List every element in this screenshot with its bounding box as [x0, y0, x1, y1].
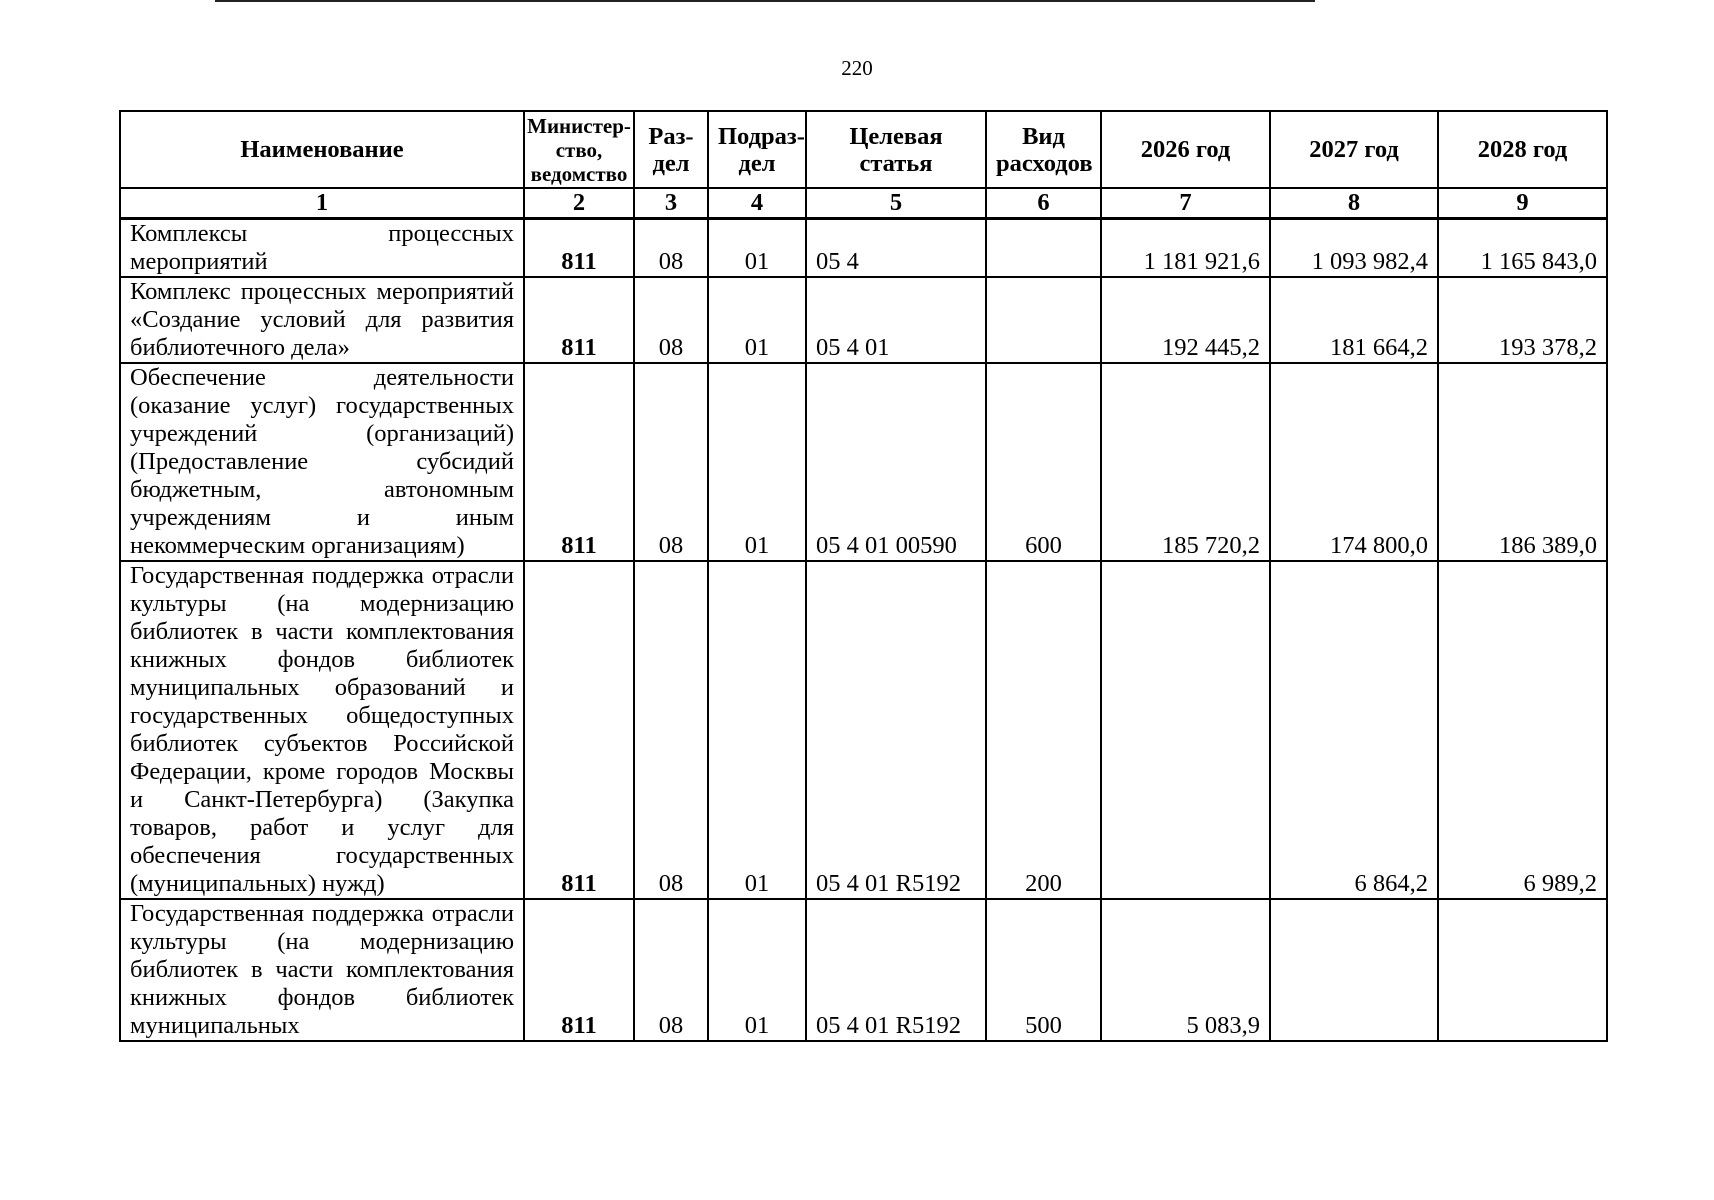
column-number: 9 — [1438, 188, 1607, 219]
row-ministry: 811 — [524, 363, 634, 561]
row-section: 08 — [634, 363, 708, 561]
row-amount-2028: 1 165 843,0 — [1438, 219, 1607, 278]
table-row — [120, 561, 1607, 899]
column-number: 1 — [120, 188, 524, 219]
row-section: 08 — [634, 561, 708, 899]
row-target-article: 05 4 01 R5192 — [806, 561, 986, 899]
row-ministry: 811 — [524, 899, 634, 1041]
row-ministry: 811 — [524, 561, 634, 899]
header-name: Наименование — [120, 111, 524, 188]
header-row — [120, 111, 1607, 188]
column-number: 4 — [708, 188, 806, 219]
row-target-article: 05 4 01 00590 — [806, 363, 986, 561]
row-expense-type: 200 — [986, 561, 1101, 899]
column-number: 8 — [1270, 188, 1438, 219]
row-expense-type — [986, 277, 1101, 363]
row-target-article: 05 4 01 — [806, 277, 986, 363]
row-amount-2028: 6 989,2 — [1438, 561, 1607, 899]
header-year-2027: 2027 год — [1270, 111, 1438, 188]
row-expense-type: 500 — [986, 899, 1101, 1041]
row-expense-type — [986, 219, 1101, 278]
page-number: 220 — [841, 56, 873, 80]
table-row — [120, 219, 1607, 278]
row-amount-2026: 1 181 921,6 — [1101, 219, 1270, 278]
row-amount-2028: 193 378,2 — [1438, 277, 1607, 363]
row-amount-2027: 174 800,0 — [1270, 363, 1438, 561]
row-subsection: 01 — [708, 219, 806, 278]
row-expense-type: 600 — [986, 363, 1101, 561]
header-year-2026: 2026 год — [1101, 111, 1270, 188]
row-subsection: 01 — [708, 363, 806, 561]
row-subsection: 01 — [708, 277, 806, 363]
row-amount-2026: 192 445,2 — [1101, 277, 1270, 363]
header-subsection: Подраз-дел — [708, 111, 806, 188]
row-name: Обеспечение деятельности (оказание услуг) государственных учреждений (организаций) (Предоставление субсидий бюджетным, автономным учреждениям и иным некоммерческим организациям) — [120, 363, 524, 561]
row-name: Государственная поддержка отрасли культуры (на модернизацию библиотек в части комплектования книжных фондов библиотек муниципальных образований и государственных общедоступных библиотек субъектов Российской Федерации, кроме городов Москвы и Санкт-Петербурга) (Закупка товаров, работ и услуг для обеспечения государственных (муниципальных) нужд) — [120, 561, 524, 899]
row-amount-2028 — [1438, 899, 1607, 1041]
column-number: 5 — [806, 188, 986, 219]
row-name: Государственная поддержка отрасли культуры (на модернизацию библиотек в части комплектования книжных фондов библиотек муниципальных — [120, 899, 524, 1041]
row-amount-2027 — [1270, 899, 1438, 1041]
row-amount-2026: 185 720,2 — [1101, 363, 1270, 561]
table-body — [120, 219, 1607, 1042]
row-ministry: 811 — [524, 219, 634, 278]
table-row — [120, 899, 1607, 1041]
header-section: Раз-дел — [634, 111, 708, 188]
table-row — [120, 363, 1607, 561]
row-amount-2026 — [1101, 561, 1270, 899]
row-amount-2027: 1 093 982,4 — [1270, 219, 1438, 278]
row-subsection: 01 — [708, 899, 806, 1041]
row-amount-2027: 6 864,2 — [1270, 561, 1438, 899]
top-rule — [215, 0, 1315, 2]
header-ministry: Министер-ство, ведомство — [524, 111, 634, 188]
column-number: 2 — [524, 188, 634, 219]
row-section: 08 — [634, 277, 708, 363]
row-target-article: 05 4 — [806, 219, 986, 278]
header-expense-type: Вид расходов — [986, 111, 1101, 188]
column-number: 7 — [1101, 188, 1270, 219]
column-number: 3 — [634, 188, 708, 219]
row-name: Комплекс процессных мероприятий «Создание условий для развития библиотечного дела» — [120, 277, 524, 363]
header-target-article: Целевая статья — [806, 111, 986, 188]
row-amount-2027: 181 664,2 — [1270, 277, 1438, 363]
budget-table — [119, 110, 1608, 1042]
row-section: 08 — [634, 899, 708, 1041]
column-number: 6 — [986, 188, 1101, 219]
header-year-2028: 2028 год — [1438, 111, 1607, 188]
row-amount-2026: 5 083,9 — [1101, 899, 1270, 1041]
table-header — [120, 111, 1607, 219]
row-name: Комплексы процессных мероприятий — [120, 219, 524, 278]
row-subsection: 01 — [708, 561, 806, 899]
column-number-row — [120, 188, 1607, 219]
row-target-article: 05 4 01 R5192 — [806, 899, 986, 1041]
row-ministry: 811 — [524, 277, 634, 363]
table-row — [120, 277, 1607, 363]
row-section: 08 — [634, 219, 708, 278]
row-amount-2028: 186 389,0 — [1438, 363, 1607, 561]
